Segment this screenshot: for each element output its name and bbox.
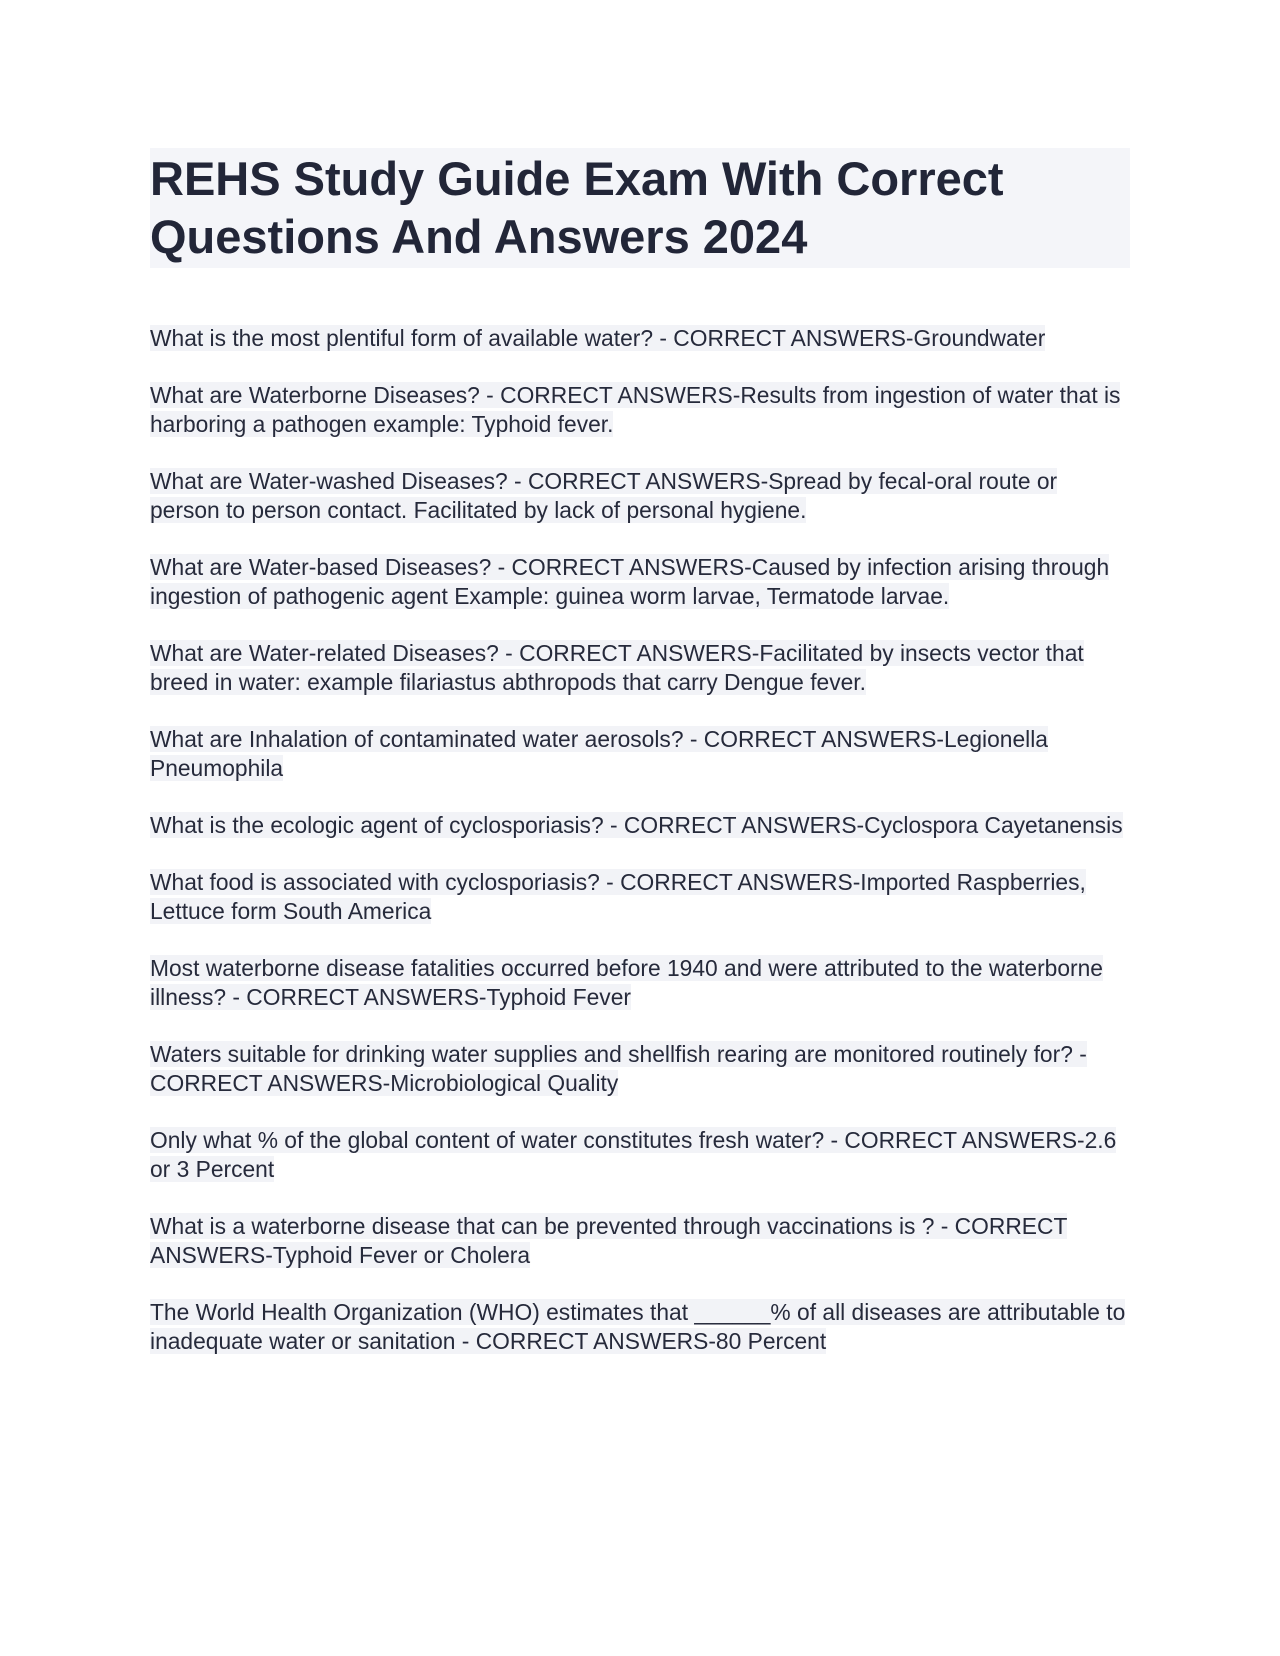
document-page <box>150 148 1130 1384</box>
qa-item <box>150 954 1130 1012</box>
qa-item <box>150 811 1130 840</box>
qa-item-text: Only what % of the global content of water constitutes fresh water? - CORRECT ANSWERS-2.6 or 3 Percent <box>150 1127 1117 1182</box>
qa-item <box>150 324 1130 353</box>
qa-item <box>150 725 1130 783</box>
qa-item <box>150 1126 1130 1184</box>
qa-item <box>150 1040 1130 1098</box>
qa-item-text: What is the most plentiful form of available water? - CORRECT ANSWERS-Groundwater <box>150 325 1046 351</box>
document-title: REHS Study Guide Exam With Correct Questions And Answers 2024 <box>150 148 1130 268</box>
qa-item-text: The World Health Organization (WHO) estimates that ______% of all diseases are attributable to inadequate water or sanitation - CORRECT ANSWERS-80 Percent <box>150 1299 1126 1354</box>
qa-item-text: What are Waterborne Diseases? - CORRECT ANSWERS-Results from ingestion of water that is harboring a pathogen example: Typhoid fever. <box>150 382 1121 437</box>
qa-item-text: What are Water-related Diseases? - CORRECT ANSWERS-Facilitated by insects vector that breed in water: example filariastus abthropods that carry Dengue fever. <box>150 640 1084 695</box>
qa-item-text: What are Water-washed Diseases? - CORRECT ANSWERS-Spread by fecal-oral route or person to person contact. Facilitated by lack of personal hygiene. <box>150 468 1058 523</box>
qa-item <box>150 1212 1130 1270</box>
qa-item <box>150 381 1130 439</box>
qa-item-text: Most waterborne disease fatalities occurred before 1940 and were attributed to the waterborne illness? - CORRECT ANSWERS-Typhoid Fever <box>150 955 1103 1010</box>
qa-list <box>150 324 1130 1356</box>
qa-item <box>150 1298 1130 1356</box>
qa-item-text: What are Water-based Diseases? - CORRECT ANSWERS-Caused by infection arising through ingestion of pathogenic agent Example: guinea worm larvae, Termatode larvae. <box>150 554 1110 609</box>
qa-item <box>150 467 1130 525</box>
qa-item-text: What is the ecologic agent of cyclosporiasis? - CORRECT ANSWERS-Cyclospora Cayetanensis <box>150 812 1123 838</box>
qa-item-text: What is a waterborne disease that can be prevented through vaccinations is ? - CORRECT ANSWERS-Typhoid Fever or Cholera <box>150 1213 1068 1268</box>
qa-item-text: What food is associated with cyclosporiasis? - CORRECT ANSWERS-Imported Raspberries, Lettuce form South America <box>150 869 1086 924</box>
qa-item <box>150 553 1130 611</box>
qa-item <box>150 868 1130 926</box>
qa-item-text: What are Inhalation of contaminated water aerosols? - CORRECT ANSWERS-Legionella Pneumophila <box>150 726 1048 781</box>
qa-item-text: Waters suitable for drinking water supplies and shellfish rearing are monitored routinely for? - CORRECT ANSWERS-Microbiological Quality <box>150 1041 1087 1096</box>
qa-item <box>150 639 1130 697</box>
